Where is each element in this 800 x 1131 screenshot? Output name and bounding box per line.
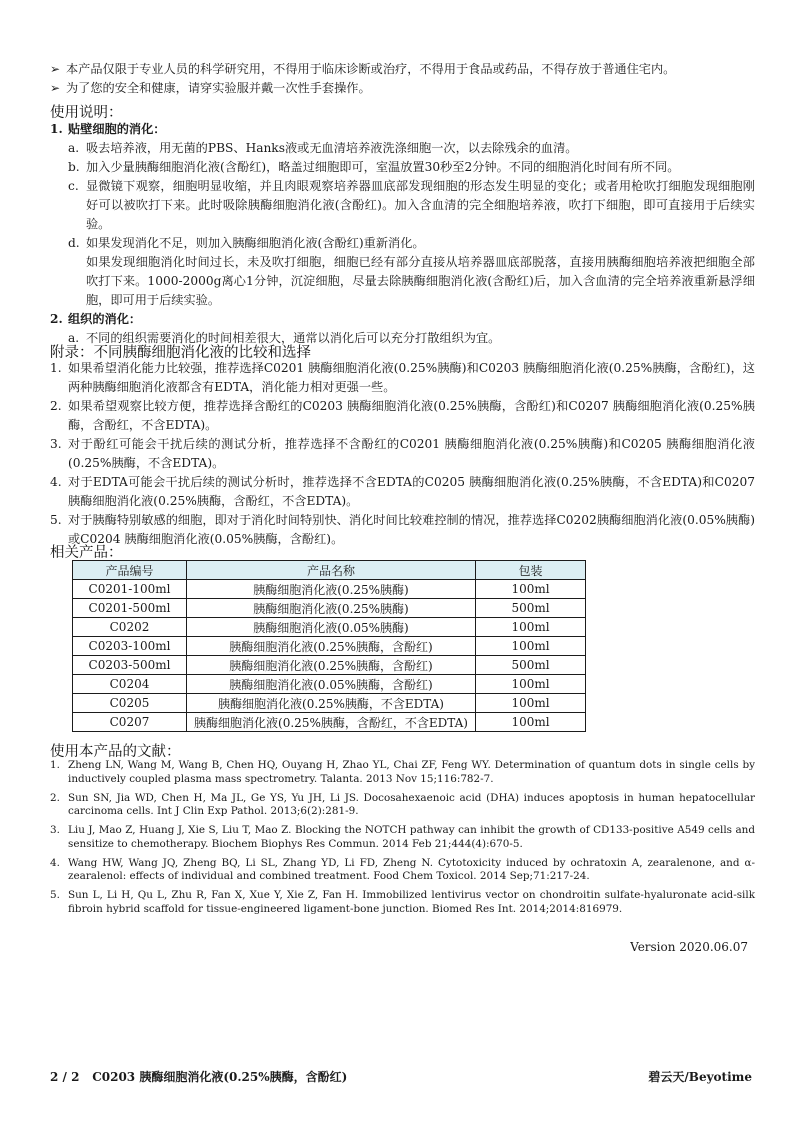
step-a: a. 吸去培养液，用无菌的PBS、Hanks液或无血清培养液洗涤细胞一次，以去除残余的血清。 (68, 141, 578, 155)
cell-code: C0203-100ml (73, 637, 187, 656)
page-number: 2 / 2 (50, 1070, 80, 1084)
section-title: 2. 组织的消化： (50, 312, 142, 326)
note-text: 本产品仅限于专业人员的科学研究用，不得用于临床诊断或治疗，不得用于食品或药品，不得存放于普通住宅内。 (66, 62, 676, 76)
appendix-heading: 附录：不同胰酶细胞消化液的比较和选择 (50, 345, 311, 361)
appendix-item: 5. 对于胰酶特别敏感的细胞，即对于消化时间特别快、消化时间比较难控制的情况，推荐选择C0202胰酶细胞消化液(0.05%胰酶)或C0204 胰酶细胞消化液(0.05%胰酶，含酚红)。 (50, 513, 755, 546)
reference-item: 3. Liu J, Mao Z, Huang J, Xie S, Liu T, Mao Z. Blocking the NOTCH pathway can inhibit the growth of CD133-positive A549 cells and sensitize to chemotherapy. Biochem Biophys Res Commun. 2014 Feb 21;444(4):670-5. (50, 824, 755, 850)
reference-item: 5. Sun L, Li H, Qu L, Zhu R, Fan X, Xue Y, Xie Z, Fan H. Immobilized lentivirus vector on chondroitin sulfate-hyaluronate acid-silk fibroin hybrid scaffold for tissue-engineered ligament-bone junction. Biomed Res Int. 2014;2014:816979. (50, 889, 755, 915)
reference-item: 4. Wang HW, Wang JQ, Zheng BQ, Li SL, Zhang YD, Li FD, Zheng N. Cytotoxicity induced by ochratoxin A, zearalenone, and α-zearalenol: effects of individual and combined treatment. Food Chem Toxicol. 2014 Sep;71:217-24. (50, 856, 755, 882)
cell-name: 胰酶细胞消化液(0.25%胰酶，含酚红) (187, 637, 476, 656)
cell-pack: 500ml (476, 656, 586, 675)
instructions-body (50, 120, 755, 348)
safety-note (50, 60, 755, 79)
reference-item: 1. Zheng LN, Wang M, Wang B, Chen HQ, Ouyang H, Zhao YL, Chai ZF, Feng WY. Determination of quantum dots in single cells by inductively coupled plasma mass spectrometry. Talanta. 2013 Nov 15;116:782-7. (50, 759, 755, 785)
section-title: 1. 贴壁细胞的消化： (50, 122, 166, 136)
safety-notes (50, 60, 755, 98)
cell-name: 胰酶细胞消化液(0.25%胰酶，含酚红，不含EDTA) (187, 713, 476, 732)
cell-code: C0204 (73, 675, 187, 694)
table-row (73, 675, 586, 694)
appendix-list (50, 359, 755, 549)
cell-code: C0202 (73, 618, 187, 637)
arrowhead-bullet-icon: ➢ (50, 62, 61, 76)
column-header: 产品编号 (73, 561, 187, 580)
appendix-item: 1. 如果希望消化能力比较强，推荐选择C0201 胰酶细胞消化液(0.25%胰酶)和C0203 胰酶细胞消化液(0.25%胰酶，含酚红)，这两种胰酶细胞消化液都含有EDTA，消化能力相对更强一些。 (50, 361, 755, 394)
related-products-table (72, 560, 586, 732)
cell-pack: 100ml (476, 580, 586, 599)
column-header: 产品名称 (187, 561, 476, 580)
table-row (73, 580, 586, 599)
cell-name: 胰酶细胞消化液(0.25%胰酶，含酚红) (187, 656, 476, 675)
cell-code: C0207 (73, 713, 187, 732)
appendix-item: 4. 对于EDTA可能会干扰后续的测试分析时，推荐选择不含EDTA的C0205 胰酶细胞消化液(0.25%胰酶，不含EDTA)和C0207 胰酶细胞消化液(0.25%胰酶，含酚红，不含EDTA)。 (50, 475, 755, 508)
cell-pack: 500ml (476, 599, 586, 618)
cell-name: 胰酶细胞消化液(0.05%胰酶，含酚红) (187, 675, 476, 694)
table-header-row (73, 561, 586, 580)
table-row (73, 656, 586, 675)
cell-pack: 100ml (476, 713, 586, 732)
related-products-heading: 相关产品： (50, 545, 123, 561)
step-d: d. 如果发现消化不足，则加入胰酶细胞消化液(含酚红)重新消化。 如果发现细胞消化时间过长，未及吹打细胞，细胞已经有部分直接从培养器皿底部脱落，直接用胰酶细胞培养液把细胞全部吹打下来。1000-2000g离心1分钟，沉淀细胞，尽量去除胰酶细胞消化液(含酚红)后，加入含血清的完全培养液重新悬浮细胞，即可用于后续实验。 (68, 236, 755, 307)
cell-name: 胰酶细胞消化液(0.25%胰酶) (187, 580, 476, 599)
table-row (73, 599, 586, 618)
cell-code: C0201-500ml (73, 599, 187, 618)
cell-pack: 100ml (476, 675, 586, 694)
step-c: c. 显微镜下观察，细胞明显收缩，并且肉眼观察培养器皿底部发现细胞的形态发生明显的变化；或者用枪吹打细胞发现细胞刚好可以被吹打下来。此时吸除胰酶细胞消化液(含酚红)。加入含血清的完全细胞培养液，吹打下细胞，即可直接用于后续实验。 (68, 179, 755, 231)
references-list (50, 759, 755, 922)
cell-pack: 100ml (476, 618, 586, 637)
cell-code: C0203-500ml (73, 656, 187, 675)
table-row (73, 713, 586, 732)
step-a: a. 不同的组织需要消化的时间相差很大，通常以消化后可以充分打散组织为宜。 (68, 331, 501, 345)
step-b: b. 加入少量胰酶细胞消化液(含酚红)，略盖过细胞即可，室温放置30秒至2分钟。不同的细胞消化时间有所不同。 (68, 160, 680, 174)
table-row (73, 694, 586, 713)
cell-code: C0205 (73, 694, 187, 713)
reference-item: 2. Sun SN, Jia WD, Chen H, Ma JL, Ge YS, Yu JH, Li JS. Docosahexaenoic acid (DHA) induces apoptosis in human hepatocellular carcinoma cells. Int J Clin Exp Pathol. 2013;6(2):281-9. (50, 791, 755, 817)
version-label: Version 2020.06.07 (630, 940, 748, 954)
appendix-item: 3. 对于酚红可能会干扰后续的测试分析，推荐选择不含酚红的C0201 胰酶细胞消化液(0.25%胰酶)和C0205 胰酶细胞消化液(0.25%胰酶，不含EDTA)。 (50, 437, 755, 470)
note-text: 为了您的安全和健康，请穿实验服并戴一次性手套操作。 (66, 81, 371, 95)
appendix-item: 2. 如果希望观察比较方便，推荐选择含酚红的C0203 胰酶细胞消化液(0.25%胰酶，含酚红)和C0207 胰酶细胞消化液(0.25%胰酶，含酚红，不含EDTA)。 (50, 399, 755, 432)
cell-code: C0201-100ml (73, 580, 187, 599)
safety-note (50, 79, 755, 98)
footer-product: C0203 胰酶细胞消化液(0.25%胰酶，含酚红) (92, 1070, 348, 1084)
cell-name: 胰酶细胞消化液(0.25%胰酶) (187, 599, 476, 618)
page-footer (50, 1068, 752, 1085)
cell-name: 胰酶细胞消化液(0.25%胰酶，不含EDTA) (187, 694, 476, 713)
cell-pack: 100ml (476, 637, 586, 656)
references-heading: 使用本产品的文献： (50, 744, 181, 760)
brand-name: 碧云天/Beyotime (648, 1070, 752, 1084)
cell-pack: 100ml (476, 694, 586, 713)
instructions-heading: 使用说明： (50, 105, 123, 121)
table-row (73, 618, 586, 637)
cell-name: 胰酶细胞消化液(0.05%胰酶) (187, 618, 476, 637)
table-row (73, 637, 586, 656)
column-header: 包装 (476, 561, 586, 580)
arrowhead-bullet-icon: ➢ (50, 81, 61, 95)
